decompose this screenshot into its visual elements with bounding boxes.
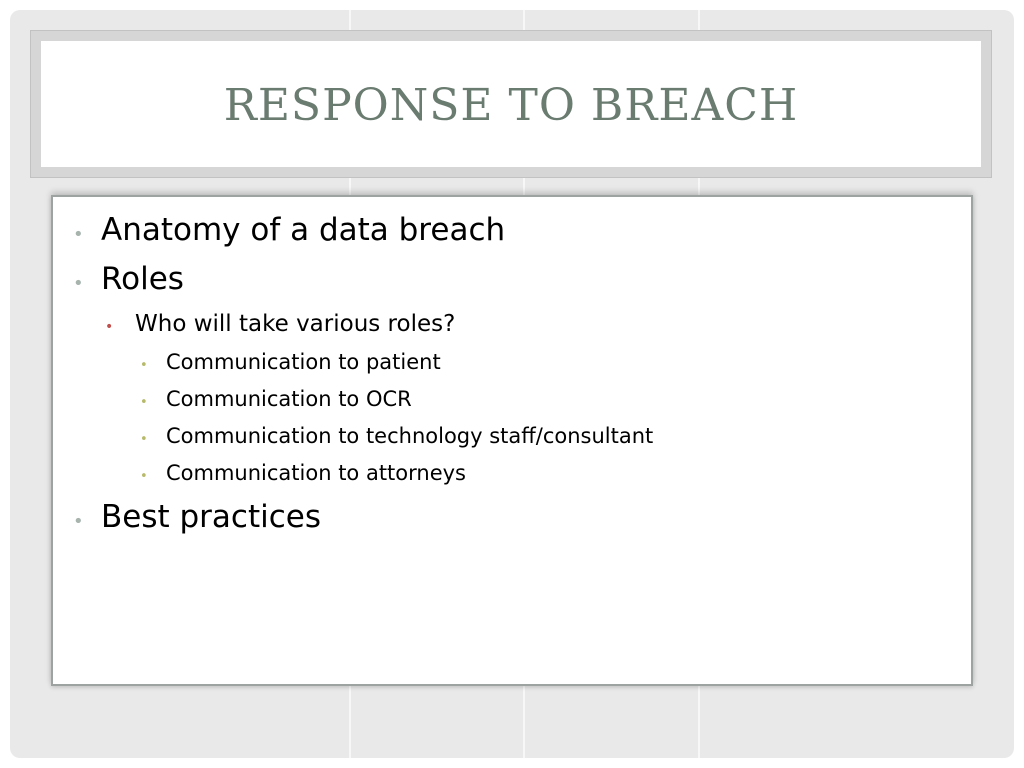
sub-sub-bullet-item [140, 387, 412, 411]
bullet-text: Best practices [101, 499, 321, 535]
title-frame [30, 30, 992, 178]
bullet-dot: • [140, 395, 148, 410]
bullet-dot: • [73, 273, 84, 294]
bullet-text: Communication to patient [166, 350, 441, 374]
sub-sub-bullet-item [140, 424, 653, 448]
bullet-text: Communication to attorneys [166, 461, 466, 485]
content-box [51, 195, 973, 686]
bullet-dot: • [140, 432, 148, 447]
sub-bullet-item [105, 311, 455, 337]
bullet-dot: • [140, 469, 148, 484]
bullet-text: Communication to OCR [166, 387, 412, 411]
bullet-text: Roles [101, 261, 184, 297]
bullet-dot: • [73, 224, 84, 245]
bullet-item [73, 261, 184, 297]
slide [10, 10, 1014, 758]
bullet-text: Anatomy of a data breach [101, 212, 506, 248]
bullet-item [73, 499, 321, 535]
bullet-item [73, 212, 505, 248]
title-box [41, 41, 981, 167]
slide-title: RESPONSE TO BREACH [223, 79, 799, 131]
bullet-text: Who will take various roles? [135, 311, 456, 337]
bullet-dot: • [140, 358, 148, 373]
bullet-text: Communication to technology staff/consultant [166, 424, 654, 448]
bullet-dot: • [105, 319, 114, 335]
sub-sub-bullet-item [140, 461, 466, 485]
sub-sub-bullet-item [140, 350, 441, 374]
bullet-dot: • [73, 511, 84, 532]
